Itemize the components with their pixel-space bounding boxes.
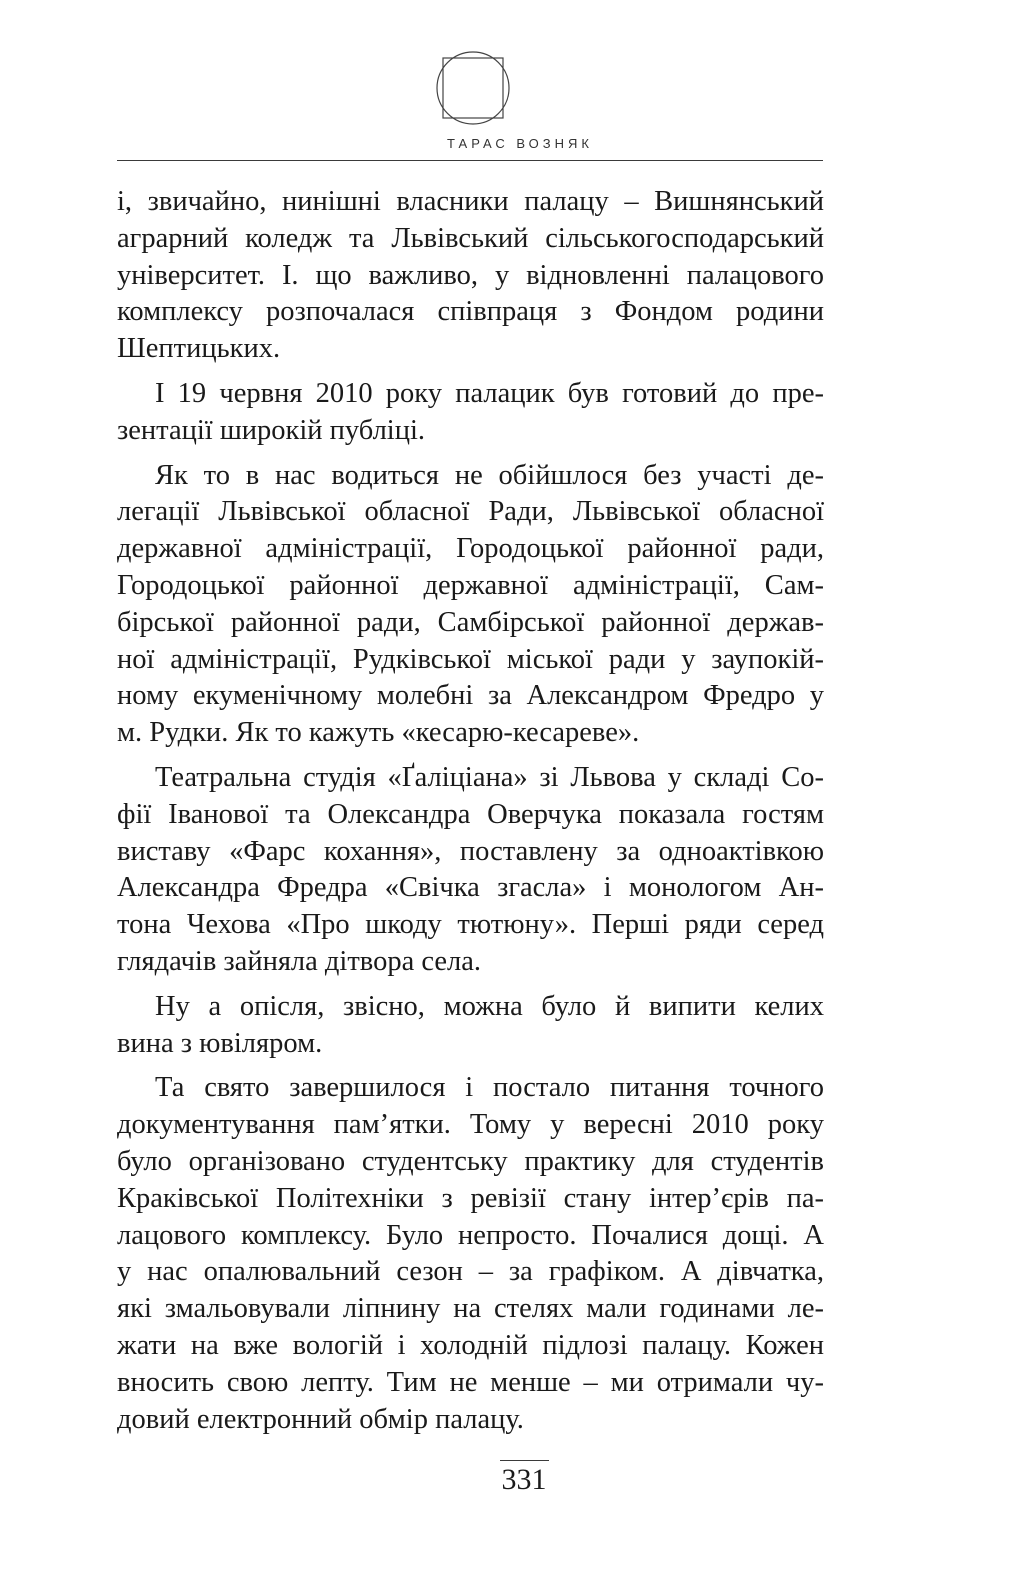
paragraph — [117, 1070, 824, 1438]
paragraph — [117, 376, 824, 450]
paragraph — [117, 184, 824, 368]
text-line: жати на вже вологій і холодній підлозі палацу. Кожен — [117, 1329, 824, 1361]
paragraph — [117, 458, 824, 752]
header-rule — [117, 160, 823, 161]
text-line: ної адміністрації, Рудківської міської ради у заупокій- — [117, 643, 824, 675]
text-line: Та свято завершилося і постало питання точного — [155, 1072, 824, 1104]
text-line: виставу «Фарс кохання», поставлену за одноактівкою — [117, 835, 824, 867]
text-line: лацового комплексу. Було непросто. Почалися дощі. А — [117, 1219, 824, 1251]
text-line: Ну а опісля, звісно, можна було й випити келих — [155, 990, 824, 1022]
text-line: І 19 червня 2010 року палацик був готовий до пре- — [155, 377, 824, 409]
text-line: вина з ювіляром. — [117, 1027, 323, 1059]
text-line: у нас опалювальний сезон – за графіком. А дівчатка, — [117, 1256, 824, 1288]
body-text — [117, 184, 824, 1446]
text-line: м. Рудки. Як то кажуть «кесарю-кесареве». — [117, 717, 640, 749]
text-line: документування пам’ятки. Тому у вересні 2010 року — [117, 1109, 824, 1141]
text-line: державної адміністрації, Городоцької районної ради, — [117, 533, 824, 565]
text-line: і, звичайно, нинішні власники палацу – Вишнянський — [117, 186, 824, 217]
text-line: Як то в нас водиться не обійшлося без участі де- — [155, 459, 824, 491]
page-number-text: 331 — [500, 1460, 549, 1496]
text-line: фії Іванової та Олександра Оверчука показала гостям — [117, 798, 824, 830]
running-head: ТАРАС ВОЗНЯК — [447, 136, 593, 151]
text-line: які змальовували ліпнину на стелях мали годинами ле- — [117, 1293, 824, 1325]
text-line: ному екуменічному молебні за Александром Фредро у — [117, 680, 824, 712]
page-number — [0, 1463, 1024, 1497]
paragraph — [117, 760, 824, 981]
text-line: комплексу розпочалася співпраця з Фондом родини — [117, 296, 824, 328]
text-line: Шептицьких. — [117, 333, 281, 365]
text-line: тона Чехова «Про шкоду тютюну». Перші ряди серед — [117, 909, 824, 941]
text-line: глядачів зайняла дітвора села. — [117, 945, 481, 977]
text-line: університет. І. що важливо, у відновленні палацового — [117, 259, 824, 291]
text-line: бірської районної ради, Самбірської районної держав- — [117, 606, 824, 638]
text-line: Краківської Політехніки з ревізії стану інтер’єрів па- — [117, 1182, 824, 1214]
circle-square-emblem-icon — [433, 48, 513, 128]
text-line: вносить свою лепту. Тим не менше – ми отримали чу- — [117, 1366, 824, 1398]
paragraph — [117, 989, 824, 1063]
text-line: довий електронний обмір палацу. — [117, 1403, 524, 1435]
text-line: зентації широкій публіці. — [117, 414, 426, 446]
text-line: Городоцької районної державної адміністрації, Сам- — [117, 569, 824, 601]
text-line: Театральна студія «Ґаліціана» зі Львова у складі Со- — [155, 761, 824, 793]
text-line: легації Львівської обласної Ради, Львівської обласної — [117, 496, 824, 528]
text-line: Александра Фредра «Свічка згасла» і монологом Ан- — [117, 872, 824, 904]
text-line: аграрний коледж та Львівський сільськогосподарський — [117, 222, 824, 254]
text-line: було організовано студентську практику для студентів — [117, 1145, 824, 1177]
